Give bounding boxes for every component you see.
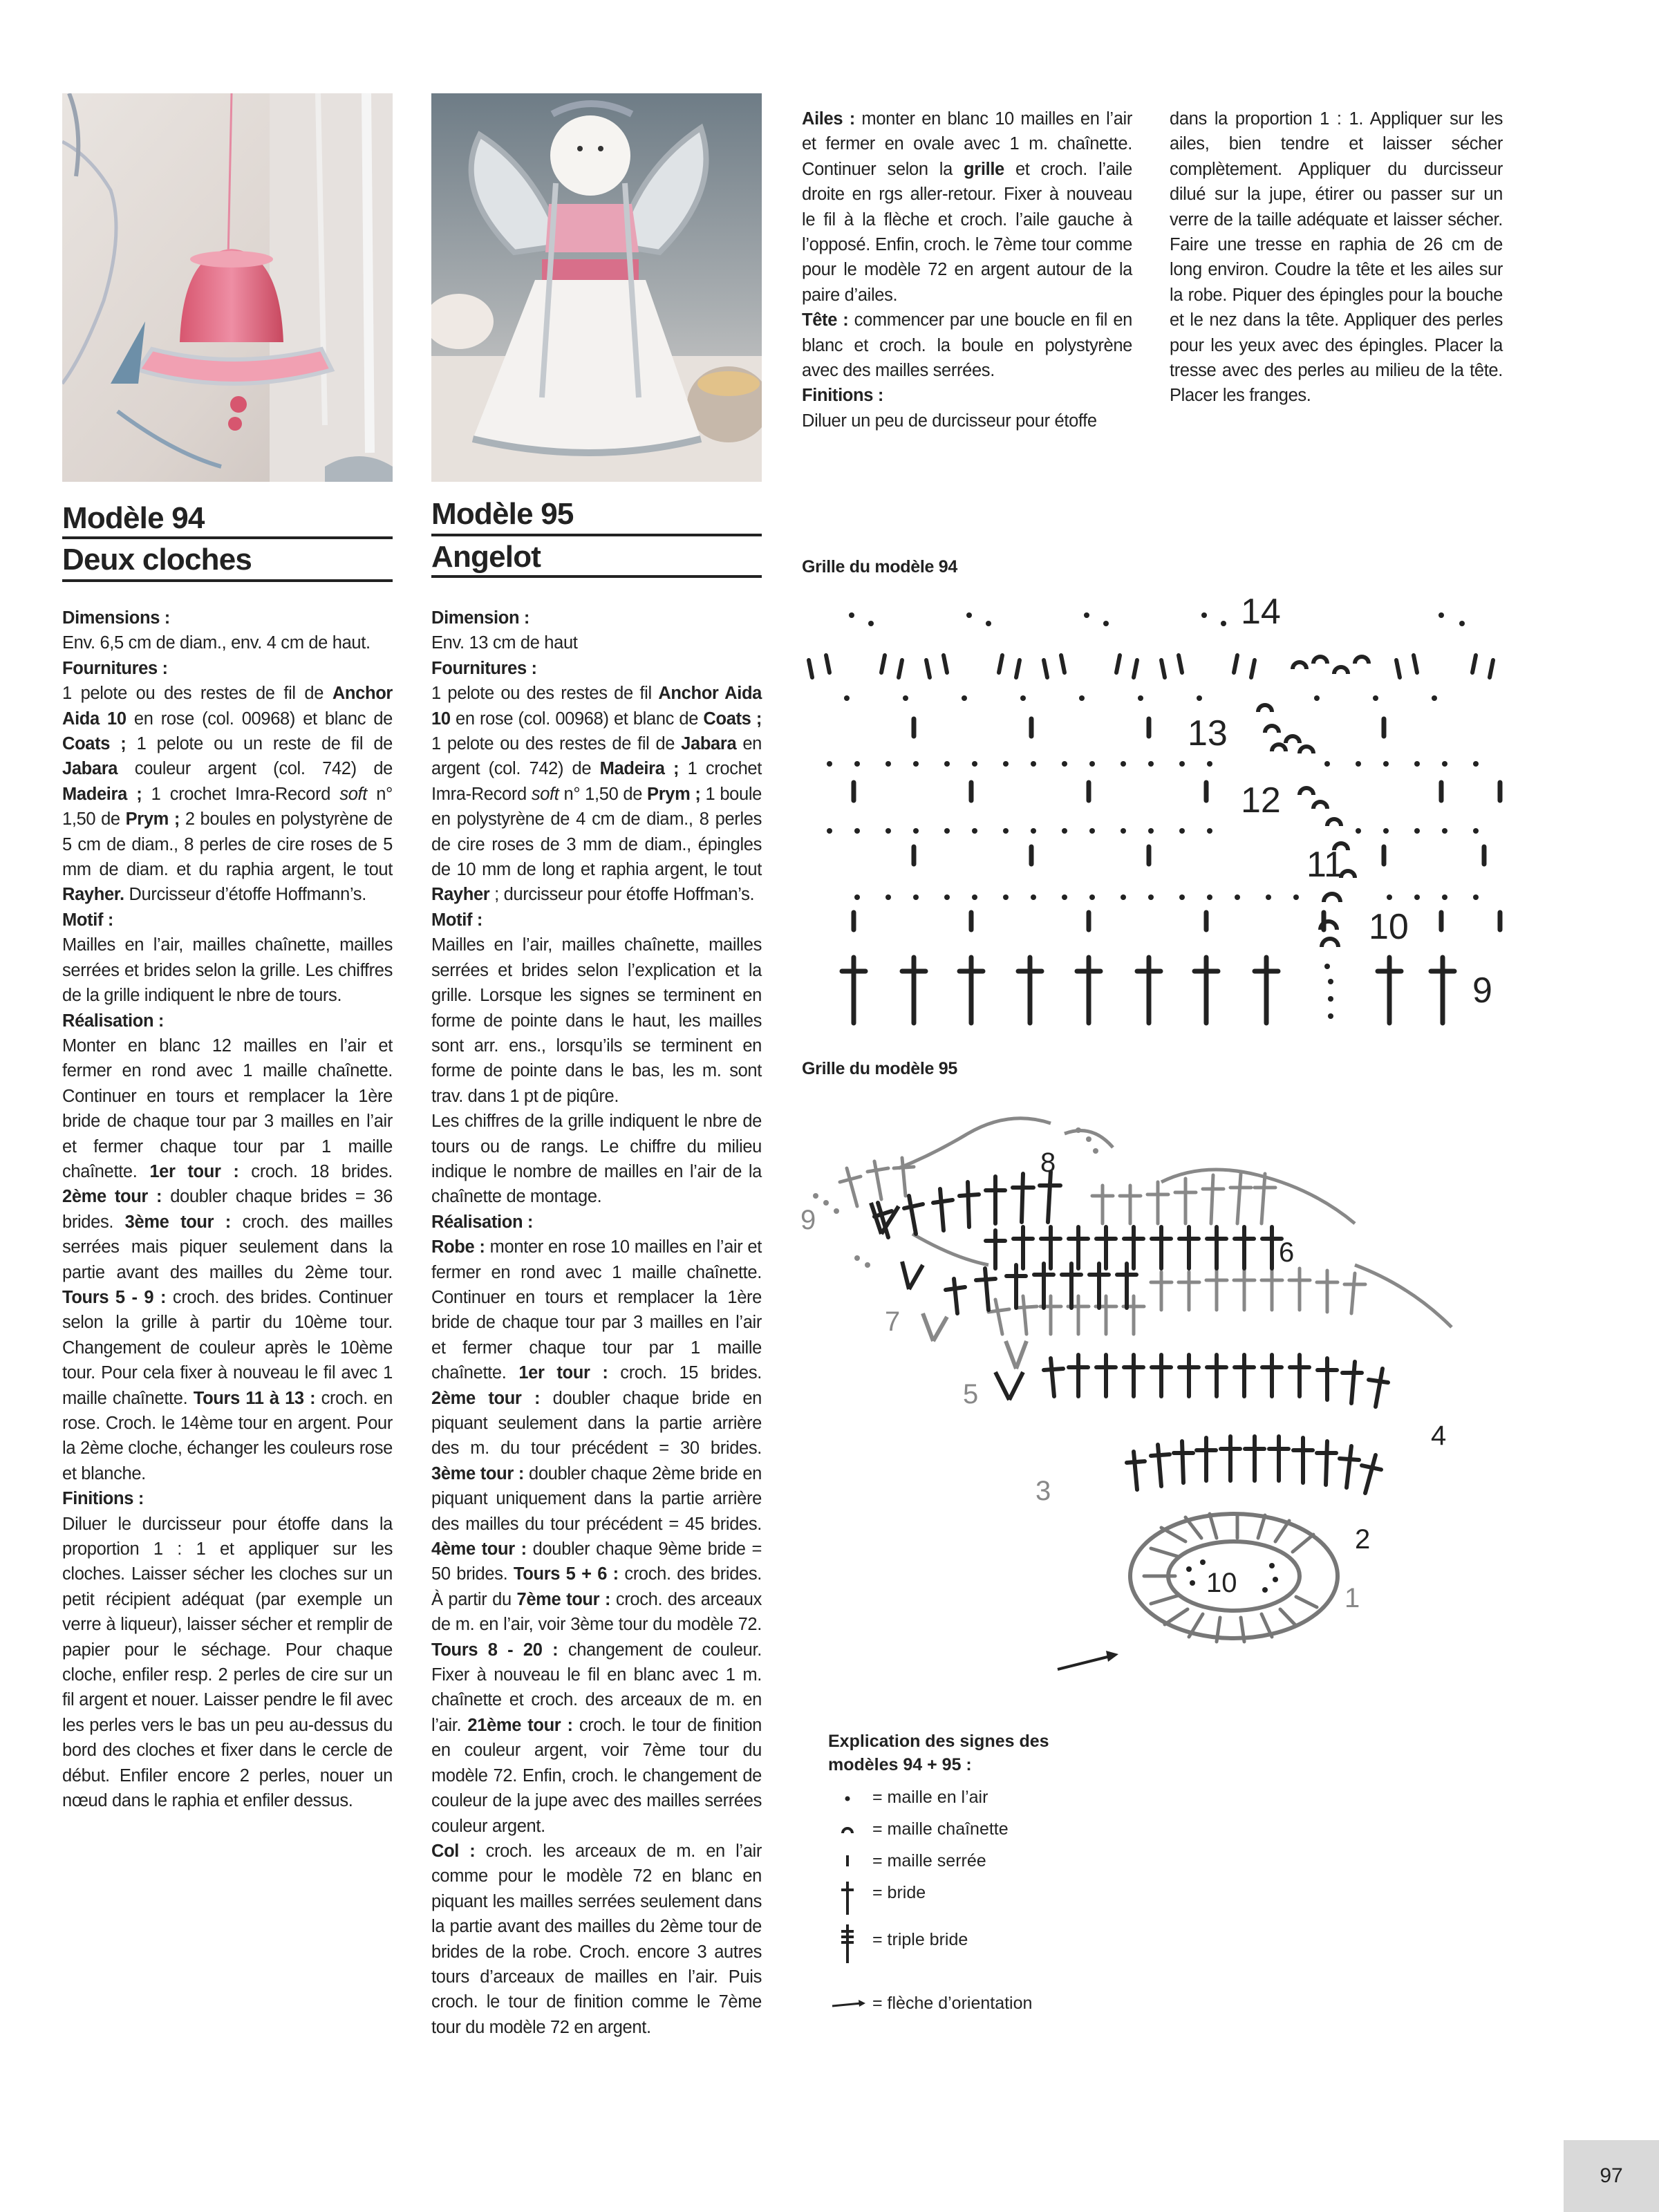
grid94-dot-rows [827, 695, 1479, 900]
grid95-arrow [1058, 1651, 1118, 1669]
grid94-row13: 13 [1188, 713, 1228, 753]
grid94-row9: 9 [1472, 971, 1492, 1011]
grid95-row5: 5 [963, 1379, 979, 1409]
triple-crochet-icon [834, 1922, 861, 1966]
chain-stitch-icon [834, 1783, 861, 1811]
grid95-arcs [899, 1118, 1452, 1327]
grid95-row10: 10 [1206, 1568, 1237, 1598]
grid94-row11: 11 [1306, 845, 1344, 885]
single-crochet-icon [834, 1847, 861, 1875]
grid94-row12: 12 [1241, 780, 1281, 821]
slip-stitch-icon [834, 1815, 861, 1843]
model95-rule-2 [431, 575, 762, 578]
model95-text: Dimension : Env. 13 cm de haut Fournitures : 1 pelote ou des restes de fil Anchor Aida 10 en rose (col. 00968) et blanc de Coats ; 1 pelote ou des restes de fil de Jabara en argent (col. 742) de Madeira ; 1 crochet Imra-Record soft n° 1,50 de Prym ; 1 boule en polystyrène de 4 cm de diam., 8 perles de cire roses de 3 mm de diam., épingles de 10 mm de long et raphia argent, le tout Rayher ; durcisseur pour étoffe Hoffman’s. Motif : Mailles en l’air, mailles chaînette, mailles serrées et brides selon l’explication et la grille. Lorsque les signes se terminent en forme de pointe dans le haut, les mailles sont arr. ens., lorsqu’ils se terminent en forme de pointe dans le bas, les m. sont trav. dans 1 pt de piqûre. Les chiffres de la grille indiquent le nbre de tours ou de rangs. Le chiffre du milieu indique le nombre de mailles en l’air de la chaînette de montage. Réalisation : Robe : monter en rose 10 mailles en l’air et fermer en rond avec 1 maille chaînette. Continuer en tours et remplacer la 1ère bride de chaque tour par 3 mailles en l’air et fermer chaque tour par 1 maille chaînette. 1er tour : croch. 15 brides. 2ème tour : doubler chaque bride en piquant seulement dans la partie arrière des m. du tour précédent = 30 brides. 3ème tour : doubler chaque 2ème bride en piquant uniquement dans la partie arrière des mailles du tour précédent = 45 brides. 4ème tour : doubler chaque 9ème bride = 50 brides. Tours 5 + 6 : croch. des brides. À partir du 7ème tour : croch. des arceaux de m. en l’air, voir 3ème tour du modèle 72. Tours 8 - 20 : changement de couleur. Fixer à nouveau le fil en blanc avec 1 m. chaînette et croch. des arceaux de m. en l’air. 21ème tour : croch. le tour de finition en couleur argent, voir 7ème tour du modèle 72. Enfin, croch. le changement de couleur de la jupe avec des mailles serrées couleur argent. Col : croch. les arceaux de m. en l’air comme pour le modèle 72 en blanc en piquant les mailles serrées seulement dans la partie avant des mailles du 2ème tour de brides de la robe. Croch. encore 3 autres tours d’arceaux de mailles en l’air. Puis croch. le tour de finition comme le 7ème tour du modèle 72 en argent. [431, 608, 762, 2037]
legend-label-slip: = maille chaînette [872, 1819, 1009, 1839]
model94-text: Dimensions : Env. 6,5 cm de diam., env. 4 cm de haut. Fournitures : 1 pelote ou des restes de fil de Anchor Aida 10 en rose (col. 00968) et blanc de Coats ; 1 pelote ou un reste de fil de Jabara couleur argent (col. 742) de Madeira ; 1 crochet Imra-Record soft n° 1,50 de Prym ; 2 boules en polystyrène de 5 cm de diam., 8 perles de cire roses de 5 mm de diam. et du raphia argent, le tout Rayher. Durcisseur d’étoffe Hoffmann’s. Motif : Mailles en l’air, mailles chaînette, mailles serrées et brides selon la grille. Les chiffres de la grille indiquent le nbre de tours. Réalisation : Monter en blanc 12 mailles en l’air et fermer en rond avec 1 maille chaînette. Continuer en tours et remplacer la 1ère bride de chaque tour par 3 mailles en l’air et fermer chaque tour par 1 maille chaînette. 1er tour : croch. 18 brides. 2ème tour : doubler chaque brides = 36 brides. 3ème tour : croch. des mailles serrées mais piquer seulement dans la partie avant des mailles du 2ème tour. Tours 5 - 9 : croch. des brides. Continuer selon la grille à partir du 10ème tour. Changement de couleur après le 10ème tour. Pour cela fixer à nouveau le fil avec 1 maille chaînette. Tours 11 à 13 : croch. en rose. Croch. le 14ème tour en argent. Pour la 2ème cloche, échanger les couleurs rose et blanche. Finitions : Diluer le durcisseur pour étoffe dans la proportion 1 : 1 et appliquer sur les cloches. Laisser sécher les cloches sur un petit récipient adéquat (par exemple un verre à liqueur), laisser sécher et remplir de papier pour le séchage. Pour chaque cloche, enfiler resp. 2 perles de cire sur un fil argent et nouer. Laisser pendre le fil avec les perles vers le bas un peu au-dessus du bord des cloches et fixer dans le cercle de début. Enfiler encore 2 perles, nouer un nœud dans le raphia et enfiler dessus. [62, 608, 393, 1811]
grid94-sc-bars [854, 719, 1500, 930]
model95-number: Modèle 95 [431, 497, 574, 531]
grid94-chain-dots-diag [1324, 964, 1333, 1019]
legend-label-dc: = bride [872, 1883, 926, 1902]
wings-text: Ailes : monter en blanc 10 mailles en l’air et fermer en ovale avec 1 m. chaînette. Continuer selon la grille et croch. l’aile droite en rgs aller-retour. Fixer à nouveau le fil à la flèche et croch. l’aile gauche à l’opposé. Enfin, croch. le 7ème tour comme pour le modèle 72 en argent autour de la paire d’ailes. Tête : commencer par une boucle en fil en blanc et croch. la boule en polystyrène avec des mailles serrées. Finitions : Diluer un peu de durcisseur pour étoffe [802, 109, 1132, 431]
grid94-row14-dots [849, 612, 1465, 626]
grid95-v-shapes-gray [923, 1313, 1027, 1369]
grid94-row14-bars [809, 655, 1493, 677]
legend-label-tc: = triple bride [872, 1930, 968, 1949]
grid95-row9: 9 [800, 1205, 816, 1235]
model95-title: Angelot [431, 540, 541, 574]
page-number: 97 [1564, 2140, 1659, 2212]
model94-title: Deux cloches [62, 543, 252, 577]
grid95-row8: 8 [1040, 1147, 1056, 1178]
grid94-row10: 10 [1369, 907, 1409, 947]
grid95-row3: 3 [1035, 1476, 1051, 1506]
grid95-row7: 7 [885, 1306, 901, 1337]
double-crochet-icon [834, 1879, 861, 1918]
arrow-icon [830, 1989, 868, 2017]
grid95-row1: 1 [1344, 1583, 1360, 1613]
legend-title: Explication des signes des modèles 94 + 95 : [828, 1732, 1049, 1774]
grid95-label: Grille du modèle 95 [802, 1059, 957, 1078]
finishing-text: dans la proportion 1 : 1. Appliquer sur les ailes, bien tendre et laisser sécher complètement. Appliquer du durcisseur dilué sur la jupe, étirer ou passer sur un verre de la taille adéquate et laisser sécher. Faire une tresse en raphia de 26 cm de long environ. Coudre la tête et les ailes sur la robe. Piquer des épingles pour la bouche et le nez dans la tête. Appliquer des perles pour les yeux avec des épingles. Placer la tresse avec des perles au milieu de la tête. Placer les franges. [1170, 109, 1503, 406]
grid95-row2: 2 [1355, 1524, 1371, 1555]
model94-rule-2 [62, 579, 393, 582]
grid95-row4: 4 [1431, 1421, 1447, 1451]
grid94-diagram [788, 588, 1507, 1044]
grid95-row6: 6 [1279, 1237, 1295, 1268]
grid94-label: Grille du modèle 94 [802, 557, 957, 577]
bell-photo [62, 93, 393, 482]
legend-label-chain: = maille en l’air [872, 1788, 988, 1807]
grid94-dc-row [842, 957, 1454, 1023]
model95-rule [431, 534, 762, 536]
legend-label-sc: = maille serrée [872, 1851, 986, 1871]
grid95-v-shapes [871, 1203, 1023, 1400]
legend-label-arrow: = flèche d’orientation [872, 1994, 1033, 2013]
model94-number: Modèle 94 [62, 501, 205, 535]
grid95-diagram [788, 1092, 1479, 1700]
grid94-row14: 14 [1241, 592, 1281, 632]
angel-photo [431, 93, 762, 482]
